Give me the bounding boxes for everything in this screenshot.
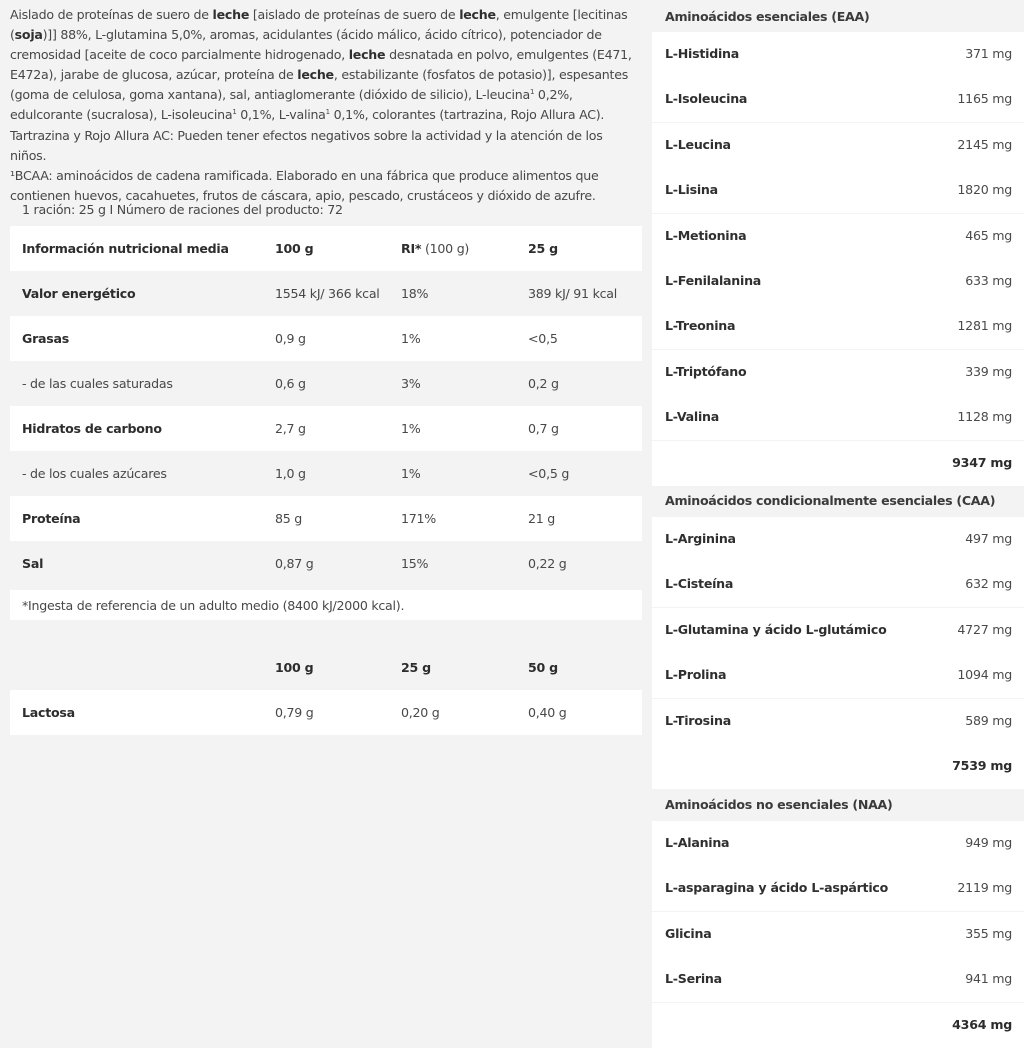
amino-acid-name: L-Leucina — [665, 136, 731, 152]
bcaa-note: ¹BCAA: aminoácidos de cadena ramificada. Elaborado en una fábrica que produce alimentos que contienen huevos, cacahuetes, frutos de cáscara, apio, pescado, crustáceos y dióxido de azufre. — [10, 167, 599, 203]
amino-acid-value: 1820 mg — [957, 182, 1012, 198]
amino-acid-row — [652, 32, 1024, 77]
amino-acid-value: 1281 mg — [957, 318, 1012, 334]
amino-acid-value: 497 mg — [965, 531, 1012, 546]
amino-acid-value: 355 mg — [965, 925, 1012, 941]
amino-acid-row — [652, 123, 1024, 168]
amino-acid-row — [652, 259, 1024, 304]
amino-acid-value: 339 mg — [965, 363, 1012, 379]
amino-acid-value: 949 mg — [965, 835, 1012, 850]
amino-acid-row — [652, 957, 1024, 1002]
amino-acid-name: L-Glutamina y ácido L-glutámico — [665, 621, 887, 637]
amino-acid-row — [652, 562, 1024, 607]
ingredients-text: Aislado de proteínas de suero de leche [aislado de proteínas de suero de leche, emulgente [lecitinas (soja)]] 88%, L-glutamina 5,0%, aromas, acidulantes (ácido málico, ácido cítrico), potenciador de cremosidad [aceite de coco parcialmente hidrogenado, leche desnatada en polvo, emulgentes (E471, E472a), jarabe de glucosa, azúcar, proteína de leche, estabilizante (fosfatos de potasio)], espesantes (goma de celulosa, goma xantana), sal, antiaglomerante (dióxido de silicio), L-leucina$^1$ 0,2%, edulcorante (sucralosa), L-isoleucina$^1$ 0,1%, L-valina$^1$ 0,1%, colorantes (tartrazina, Rojo Allura AC). Tartrazina y Rojo Allura AC: Pueden tener efectos negativos sobre la actividad y la atención de los niños. ¹BCAA: aminoácidos de cadena ramificada. Elaborado en una fábrica que produce alimentos que contienen huevos, cacahuetes, frutos de cáscara, apio, pescado, crustáceos y dióxido de azufre. — [10, 7, 632, 203]
amino-acid-name: L-Arginina — [665, 531, 736, 546]
amino-acid-row — [652, 866, 1024, 911]
amino-acid-total: 4364 mg — [952, 1016, 1012, 1032]
amino-acid-value: 371 mg — [965, 46, 1012, 61]
amino-acid-row — [652, 395, 1024, 440]
amino-acid-name: L-Metionina — [665, 227, 747, 243]
table-row: Hidratos de carbono 2,7 g 1% 0,7 g — [10, 406, 642, 451]
amino-acid-name: L-Isoleucina — [665, 91, 748, 107]
amino-acid-name: L-Fenilalanina — [665, 273, 762, 288]
allergen-leche: leche — [297, 67, 334, 83]
amino-acid-name: Glicina — [665, 925, 712, 941]
amino-acid-column — [652, 0, 1024, 1032]
amino-acid-row — [652, 608, 1024, 653]
amino-acid-value: 632 mg — [965, 576, 1012, 592]
allergen-soja: soja — [14, 27, 43, 43]
eaa-title: Aminoácidos esenciales (EAA) — [665, 9, 870, 24]
nutrition-header-row: Información nutricional media 100 g RI* (100 g) 25 g — [10, 226, 642, 271]
amino-acid-row — [652, 653, 1024, 698]
amino-acid-value: 589 mg — [965, 712, 1012, 728]
amino-acid-total-row — [652, 744, 1024, 789]
table-row: Proteína 85 g 171% 21 g — [10, 496, 642, 541]
amino-acid-name: L-asparagina y ácido L-aspártico — [665, 880, 888, 896]
amino-acid-name: L-Treonina — [665, 318, 736, 334]
amino-acid-name: L-Lisina — [665, 182, 718, 198]
table-row: Valor energético 1554 kJ/ 366 kcal 18% 389 kJ/ 91 kcal — [22, 286, 618, 301]
amino-acid-row — [652, 517, 1024, 562]
allergen-leche: leche — [459, 7, 496, 22]
lactose-table — [10, 645, 642, 735]
amino-acid-total: 9347 mg — [952, 454, 1012, 470]
caa-title: Aminoácidos condicionalmente esenciales (CAA) — [665, 493, 996, 508]
amino-acid-name: L-Histidina — [665, 46, 739, 61]
amino-acid-row — [652, 912, 1024, 957]
amino-acid-value: 1165 mg — [957, 91, 1012, 107]
table-row: Grasas 0,9 g 1% <0,5 — [10, 316, 642, 361]
ri-footnote: *Ingesta de referencia de un adulto medio (8400 kJ/2000 kcal). — [10, 590, 642, 620]
table-row: - de los cuales azúcares 1,0 g 1% <0,5 g — [22, 466, 570, 481]
amino-acid-name: L-Triptófano — [665, 363, 747, 379]
amino-acid-total: 7539 mg — [952, 758, 1012, 773]
amino-acid-row — [652, 821, 1024, 866]
amino-acid-name: L-Prolina — [665, 667, 727, 683]
amino-acid-name: L-Cisteína — [665, 576, 734, 592]
amino-acid-value: 2119 mg — [957, 880, 1012, 896]
allergen-leche: leche — [348, 47, 386, 63]
amino-acid-row — [652, 214, 1024, 259]
amino-acid-name: L-Tirosina — [665, 712, 731, 728]
amino-acid-value: 633 mg — [965, 273, 1012, 288]
amino-acid-value: 1128 mg — [957, 409, 1012, 425]
naa-title: Aminoácidos no esenciales (NAA) — [665, 797, 893, 812]
amino-acid-row — [652, 304, 1024, 349]
amino-acid-value: 4727 mg — [957, 621, 1012, 637]
amino-acid-value: 1094 mg — [957, 667, 1012, 683]
amino-acid-total-row — [652, 441, 1024, 486]
lactose-header-row: 100 g 25 g 50 g — [275, 660, 558, 675]
amino-acid-name: L-Serina — [665, 971, 722, 987]
amino-acid-name: L-Valina — [665, 409, 719, 425]
table-row: Lactosa 0,79 g 0,20 g 0,40 g — [10, 690, 642, 735]
amino-acid-row — [652, 168, 1024, 213]
amino-acid-row — [652, 77, 1024, 122]
amino-acid-value: 465 mg — [965, 227, 1012, 243]
amino-acid-value: 941 mg — [965, 971, 1012, 987]
table-row: Sal 0,87 g 15% 0,22 g — [22, 556, 567, 571]
table-row: - de las cuales saturadas 0,6 g 3% 0,2 g — [22, 376, 559, 391]
nutrition-table — [10, 226, 642, 586]
amino-acid-name: L-Alanina — [665, 835, 730, 850]
serving-info: 1 ración: 25 g I Número de raciones del producto: 72 — [22, 202, 343, 217]
amino-acid-value: 2145 mg — [957, 136, 1012, 152]
amino-acid-row — [652, 699, 1024, 744]
allergen-leche: leche — [212, 7, 250, 22]
amino-acid-total-row — [652, 1003, 1024, 1048]
amino-acid-row — [652, 350, 1024, 395]
